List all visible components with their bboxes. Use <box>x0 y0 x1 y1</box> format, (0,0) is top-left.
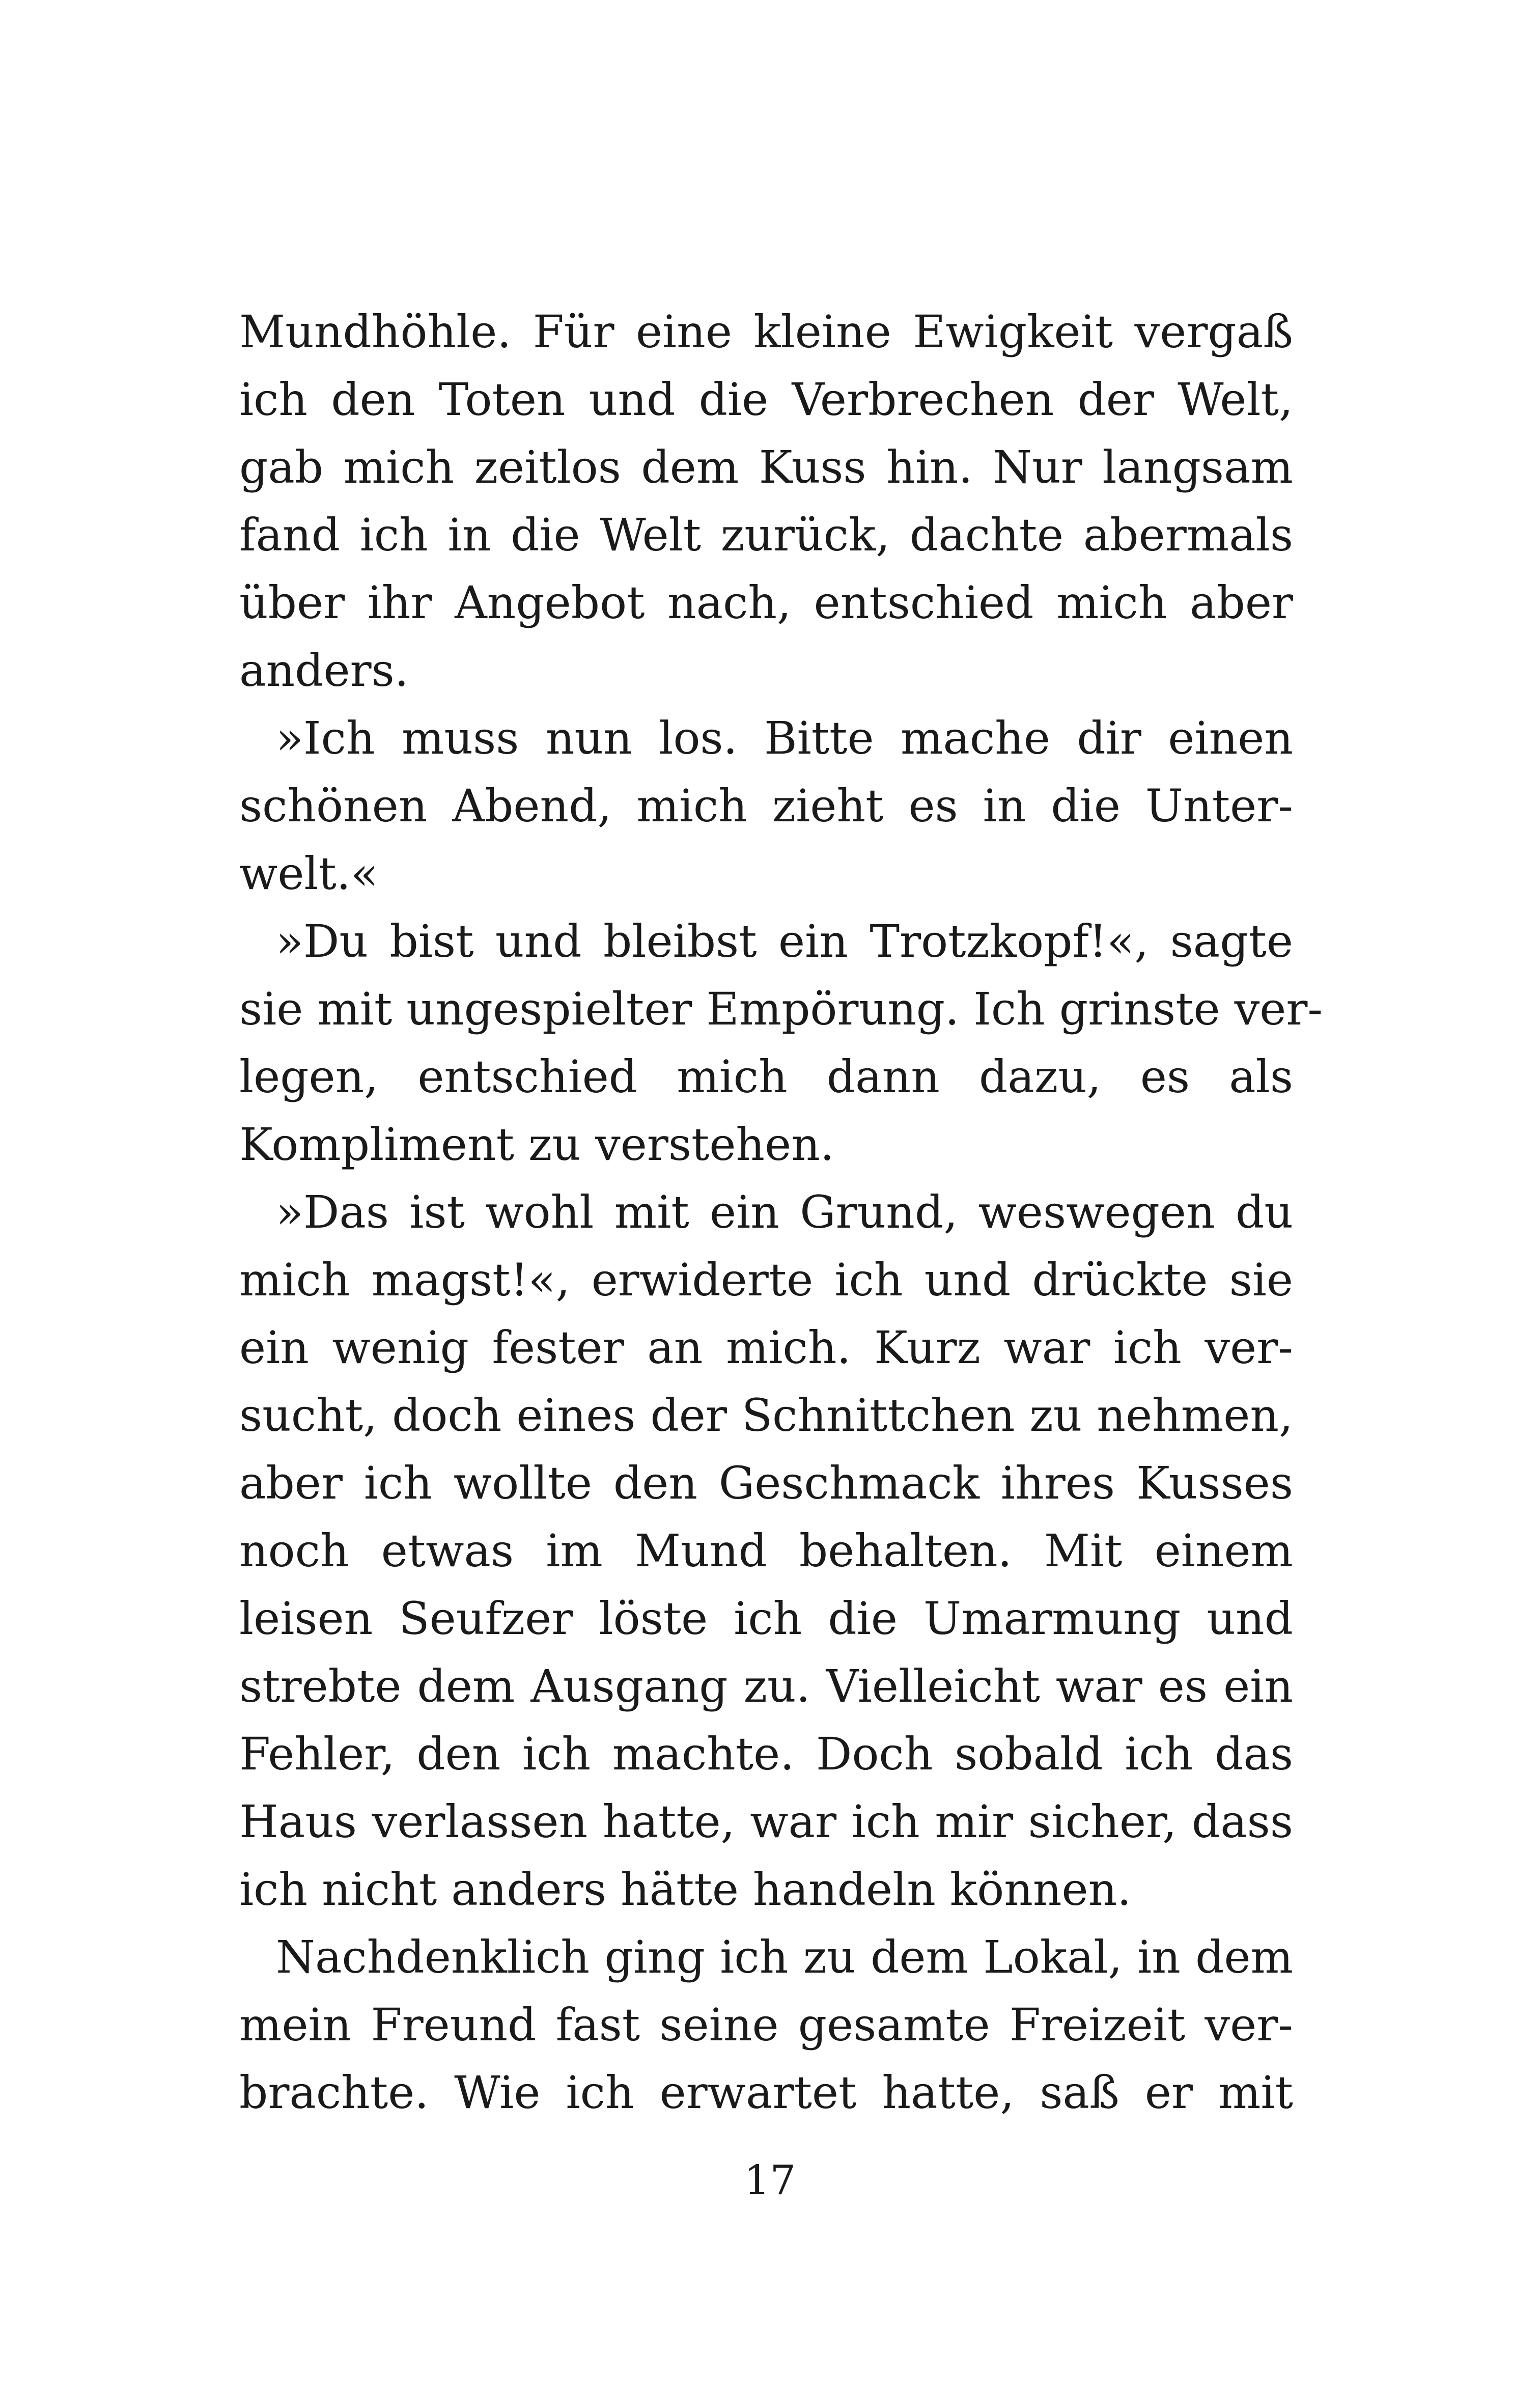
text-line: Kompliment zu verstehen. <box>239 1118 834 1171</box>
text-line: mein Freund fast seine gesamte Freizeit ver- <box>239 1999 1293 2051</box>
text-line: brachte. Wie ich erwartet hatte, saß er mit <box>239 2066 1293 2119</box>
text-line: Fehler, den ich machte. Doch sobald ich das <box>239 1728 1293 1780</box>
text-line: sucht, doch eines der Schnittchen zu nehmen, <box>239 1389 1293 1442</box>
paragraph <box>239 1923 1293 2126</box>
text-line: Nachdenklich ging ich zu dem Lokal, in dem <box>276 1931 1293 1983</box>
text-line: anders. <box>239 644 409 697</box>
text-line: Haus verlassen hatte, war ich mir sicher, dass <box>239 1795 1293 1848</box>
text-line: »Ich muss nun los. Bitte mache dir einen <box>276 712 1293 764</box>
paragraph <box>239 704 1293 907</box>
body-text <box>239 298 1323 2126</box>
text-line: Mundhöhle. Für eine kleine Ewigkeit vergaß <box>239 306 1293 358</box>
text-line: über ihr Angebot nach, entschied mich aber <box>239 576 1293 629</box>
paragraph <box>239 298 1293 704</box>
text-line: sie mit ungespielter Empörung. Ich grinste ver- <box>239 983 1323 1035</box>
text-line: fand ich in die Welt zurück, dachte abermals <box>239 509 1293 561</box>
text-line: ich den Toten und die Verbrechen der Welt, <box>239 373 1293 426</box>
text-line: leisen Seufzer löste ich die Umarmung und <box>239 1592 1293 1645</box>
text-line: strebte dem Ausgang zu. Vielleicht war es ein <box>239 1660 1293 1712</box>
text-line: noch etwas im Mund behalten. Mit einem <box>239 1525 1293 1577</box>
text-line: aber ich wollte den Geschmack ihres Kusses <box>239 1457 1293 1509</box>
page-number: 17 <box>744 2156 796 2204</box>
text-line: ein wenig fester an mich. Kurz war ich ver- <box>239 1321 1293 1374</box>
text-line: welt.« <box>239 847 378 900</box>
text-line: »Du bist und bleibst ein Trotzkopf!«, sagte <box>276 915 1293 967</box>
text-line: mich magst!«, erwiderte ich und drückte sie <box>239 1254 1293 1306</box>
text-line: ich nicht anders hätte handeln können. <box>239 1863 1132 1916</box>
paragraph <box>239 907 1323 1178</box>
text-line: legen, entschied mich dann dazu, es als <box>239 1050 1293 1103</box>
text-line: schönen Abend, mich zieht es in die Unter- <box>239 780 1293 832</box>
text-line: »Das ist wohl mit ein Grund, weswegen du <box>276 1186 1293 1238</box>
paragraph <box>239 1178 1293 1923</box>
text-line: gab mich zeitlos dem Kuss hin. Nur langsam <box>239 441 1293 493</box>
